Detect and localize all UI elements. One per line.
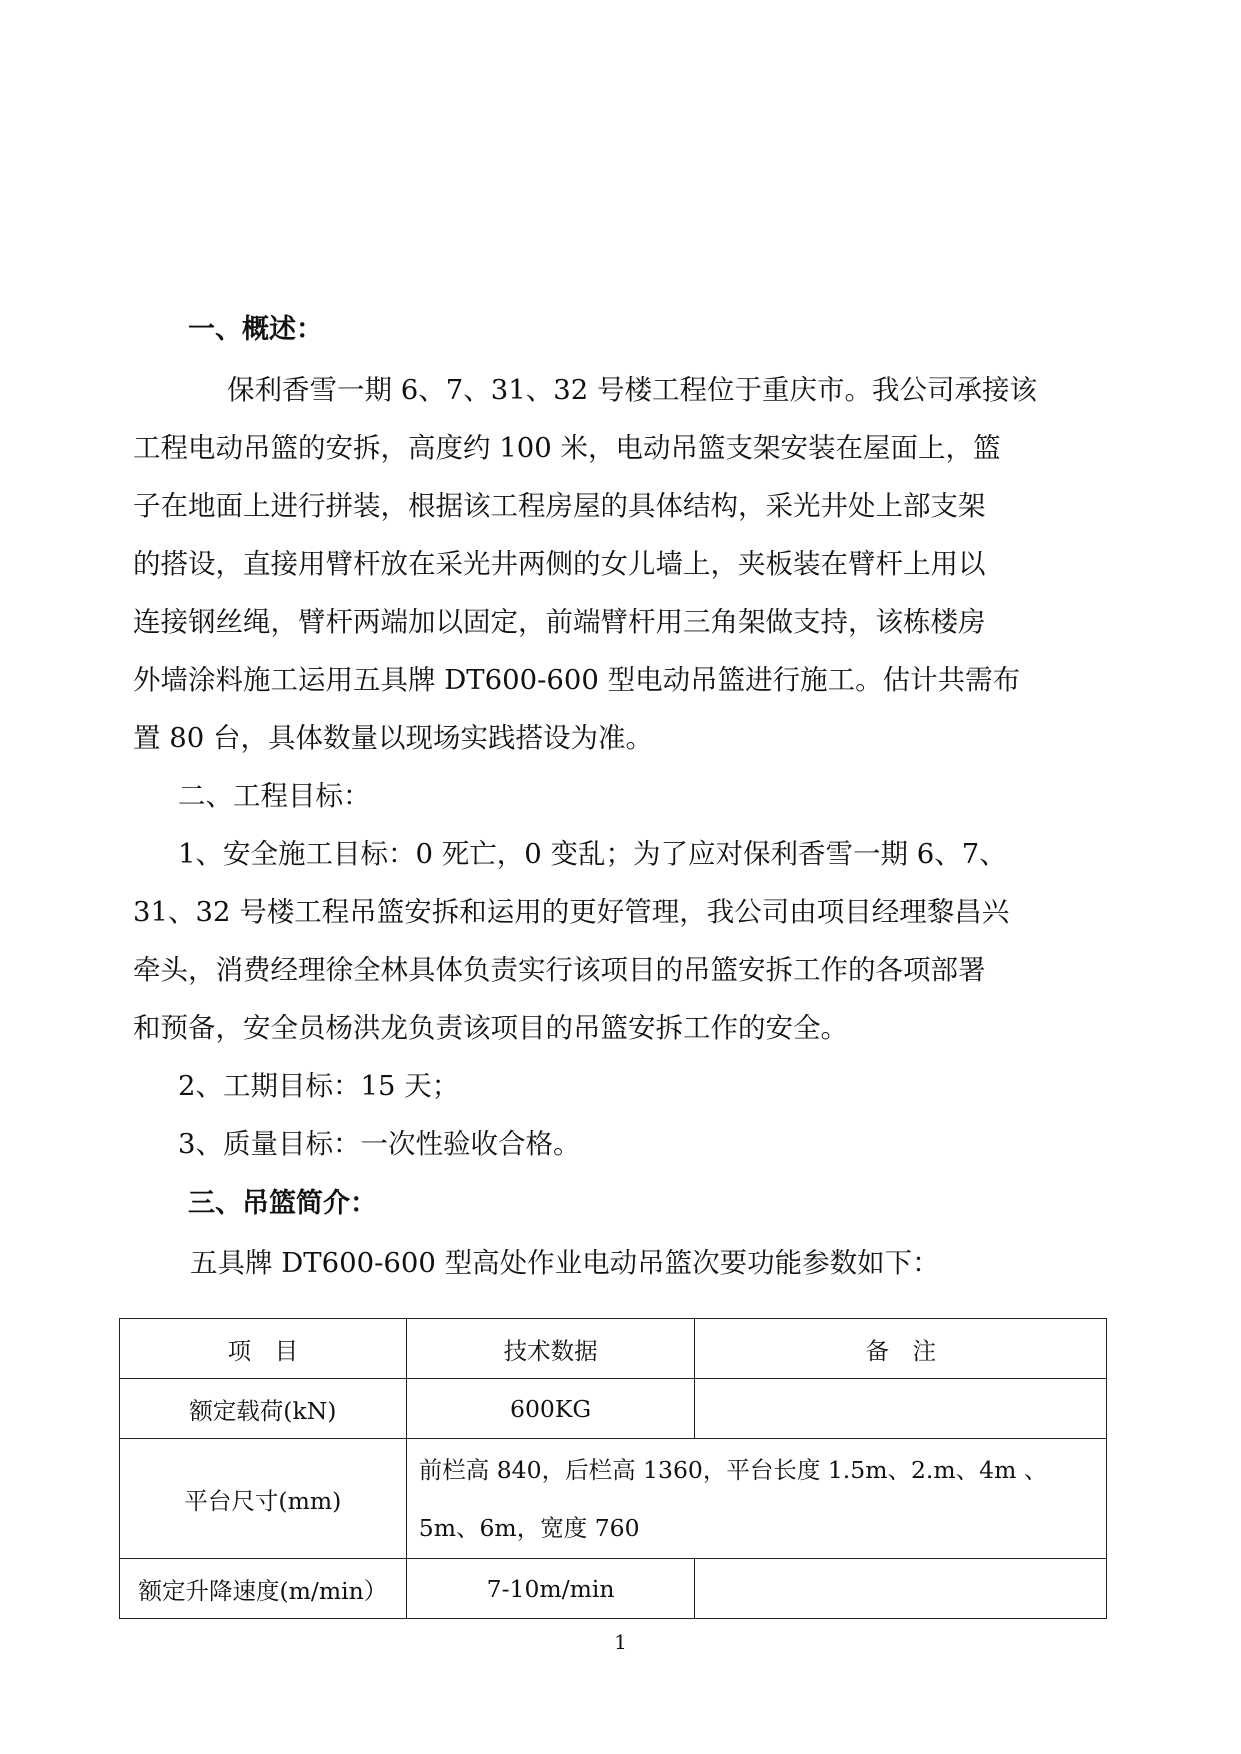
table-cell-item: 额定升降速度(m/min）	[120, 1559, 407, 1619]
paragraph-line: 连接钢丝绳，臂杆两端加以固定，前端臂杆用三角架做支持，该栋楼房	[133, 606, 986, 638]
table-cell-data-merged	[406, 1439, 1106, 1559]
table-cell-note	[695, 1379, 1107, 1439]
paragraph-line: 和预备，安全员杨洪龙负责该项目的吊篮安拆工作的安全。	[133, 1012, 848, 1044]
table-cell-line: 5m、6m，宽度 760	[418, 1513, 640, 1542]
page-number: 1	[614, 1630, 627, 1654]
table-cell-item: 额定载荷(kN)	[120, 1379, 407, 1439]
paragraph-line: 31、32 号楼工程吊篮安拆和运用的更好管理，我公司由项目经理黎昌兴	[133, 896, 1010, 928]
paragraph-line: 保利香雪一期 6、7、31、32 号楼工程位于重庆市。我公司承接该	[227, 374, 1037, 406]
table-row	[120, 1559, 1107, 1619]
section-heading-overview: 一、概述：	[188, 314, 323, 345]
table-cell-item: 平台尺寸(mm)	[120, 1439, 407, 1559]
paragraph-line: 置 80 台，具体数量以现场实践搭设为准。	[133, 722, 653, 754]
paragraph-line: 3、质量目标：一次性验收合格。	[178, 1128, 581, 1160]
section-heading-basket-intro: 三、吊篮简介：	[188, 1188, 377, 1219]
table-intro-line: 五具牌 DT600-600 型高处作业电动吊篮次要功能参数如下：	[190, 1247, 940, 1279]
table-header-row	[120, 1319, 1107, 1379]
table-header-cell: 技术数据	[406, 1319, 695, 1379]
paragraph-line: 牵头，消费经理徐全林具体负责实行该项目的吊篮安拆工作的各项部署	[133, 954, 986, 986]
table-cell-data: 600KG	[406, 1379, 695, 1439]
paragraph-line: 1、安全施工目标：0 死亡，0 变乱；为了应对保利香雪一期 6、7、	[178, 838, 1007, 870]
paragraph-line: 2、工期目标：15 天；	[178, 1070, 460, 1102]
paragraph-line: 工程电动吊篮的安拆，高度约 100 米，电动吊篮支架安装在屋面上，篮	[133, 432, 1001, 464]
paragraph-line: 的搭设，直接用臂杆放在采光井两侧的女儿墙上，夹板装在臂杆上用以	[133, 548, 986, 580]
table-header-cell: 项 目	[120, 1319, 407, 1379]
spec-table	[119, 1318, 1107, 1619]
table-cell-data: 7-10m/min	[406, 1559, 695, 1619]
table-row	[120, 1439, 1107, 1559]
table-cell-line: 前栏高 840，后栏高 1360，平台长度 1.5m、2.m、4m 、	[418, 1455, 1048, 1484]
paragraph-line: 外墙涂料施工运用五具牌 DT600-600 型电动吊篮进行施工。估计共需布	[133, 664, 1021, 696]
table-row	[120, 1379, 1107, 1439]
table-header-cell: 备 注	[695, 1319, 1107, 1379]
paragraph-line: 子在地面上进行拼装，根据该工程房屋的具体结构，采光井处上部支架	[133, 490, 986, 522]
table-cell-note	[695, 1559, 1107, 1619]
section-heading-goals: 二、工程目标：	[178, 780, 371, 812]
